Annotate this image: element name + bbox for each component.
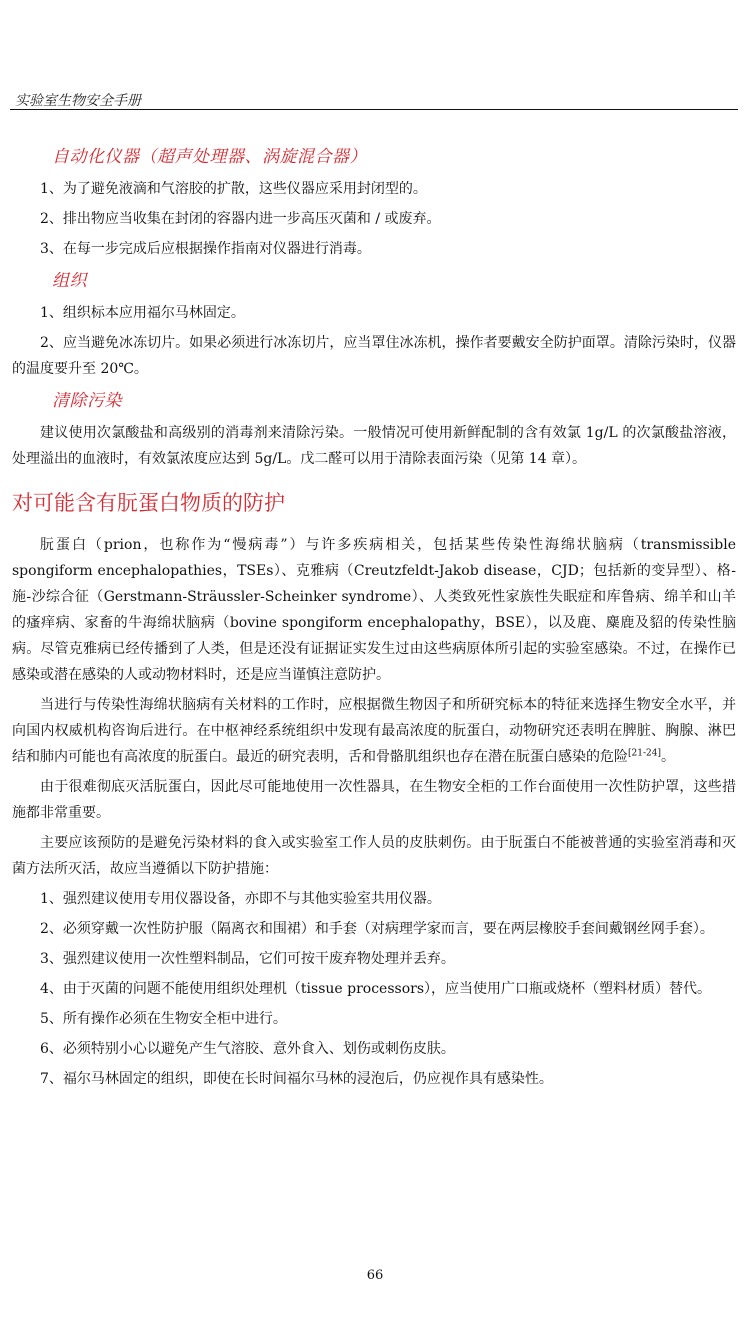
section-heading-automation: 自动化仪器（超声处理器、涡旋混合器）: [52, 147, 367, 167]
section-heading-tissue: 组织: [52, 271, 87, 291]
automation-item-3: 3、在每一步完成后应根据操作指南对仪器进行消毒。: [40, 241, 371, 257]
tissue-item-2: 2、应当避免冰冻切片。如果必须进行冰冻切片，应当罩住冰冻机，操作者要戴安全防护面罩。清除污染时，仪器的温度要升至 20℃。: [12, 335, 736, 377]
prion-item-5: 5、所有操作必须在生物安全柜中进行。: [40, 1011, 287, 1027]
prion-paragraph-2: [12, 692, 736, 770]
running-header: 实验室生物安全手册: [15, 93, 141, 109]
decontamination-paragraph: 建议使用次氯酸盐和高级别的消毒剂来清除污染。一般情况可使用新鲜配制的含有效氯 1g/L 的次氯酸盐溶液，处理溢出的血液时，有效氯浓度应达到 5g/L。戊二醛可以用于清除表面污染（见第 14 章）。: [12, 425, 736, 467]
section-heading-prion: 对可能含有朊蛋白物质的防护: [12, 491, 285, 515]
prion-paragraph-2-end: 。: [660, 749, 675, 765]
prion-paragraph-1: 朊蛋白（prion，也称作为“慢病毒”）与许多疾病相关，包括某些传染性海绵状脑病（transmissible spongiform encephalopathies，TSEs）、克雅病（Creutzfeldt-Jakob disease，CJD；包括新的变异型）、格-施-沙综合征（Gerstmann-Sträussler-Scheinker syndrome）、人类致死性家族性失眠症和库鲁病、绵羊和山羊的瘙痒病、家畜的牛海绵状脑病（bovine spongiform encephalopathy，BSE），以及鹿、麋鹿及貂的传染性脑病。尽管克雅病已经传播到了人类，但是还没有证据证实发生过由这些病原体所引起的实验室感染。不过，在操作已感染或潜在感染的人或动物材料时，还是应当谨慎注意防护。: [12, 537, 736, 683]
prion-item-3: 3、强烈建议使用一次性塑料制品，它们可按干废弃物处理并丢弃。: [40, 951, 455, 967]
prion-paragraph-3: 由于很难彻底灭活朊蛋白，因此尽可能地使用一次性器具，在生物安全柜的工作台面使用一次性防护罩，这些措施都非常重要。: [12, 779, 736, 821]
prion-item-6: 6、必须特别小心以避免产生气溶胶、意外食入、划伤或刺伤皮肤。: [40, 1041, 455, 1057]
automation-item-1: 1、为了避免液滴和气溶胶的扩散，这些仪器应采用封闭型的。: [40, 181, 427, 197]
prion-item-7: 7、福尔马林固定的组织，即使在长时间福尔马林的浸泡后，仍应视作具有感染性。: [40, 1071, 553, 1087]
section-heading-decontamination: 清除污染: [52, 391, 122, 411]
page-number: 66: [366, 1268, 384, 1283]
prion-item-1: 1、强烈建议使用专用仪器设备，亦即不与其他实验室共用仪器。: [40, 891, 441, 907]
prion-item-2: 2、必须穿戴一次性防护服（隔离衣和围裙）和手套（对病理学家而言，要在两层橡胶手套间戴钢丝网手套）。: [40, 921, 714, 937]
page-content: [12, 138, 736, 1096]
citation-superscript: [21-24]: [628, 748, 661, 759]
header-rule: [10, 109, 738, 110]
automation-item-2: 2、排出物应当收集在封闭的容器内进一步高压灭菌和 / 或废弃。: [40, 211, 441, 227]
tissue-item-1: 1、组织标本应用福尔马林固定。: [40, 305, 245, 321]
prion-paragraph-2-text: 当进行与传染性海绵状脑病有关材料的工作时，应根据微生物因子和所研究标本的特征来选择生物安全水平，并向国内权威机构咨询后进行。在中枢神经系统组织中发现有最高浓度的朊蛋白，动物研究还表明在脾脏、胸腺、淋巴结和肺内可能也有高浓度的朊蛋白。最近的研究表明，舌和骨骼肌组织也存在潜在朊蛋白感染的危险: [12, 697, 736, 765]
prion-paragraph-4: 主要应该预防的是避免污染材料的食入或实验室工作人员的皮肤刺伤。由于朊蛋白不能被普通的实验室消毒和灭菌方法所灭活，故应当遵循以下防护措施：: [12, 835, 736, 877]
prion-item-4: 4、由于灭菌的问题不能使用组织处理机（tissue processors），应当使用广口瓶或烧杯（塑料材质）替代。: [40, 981, 712, 997]
